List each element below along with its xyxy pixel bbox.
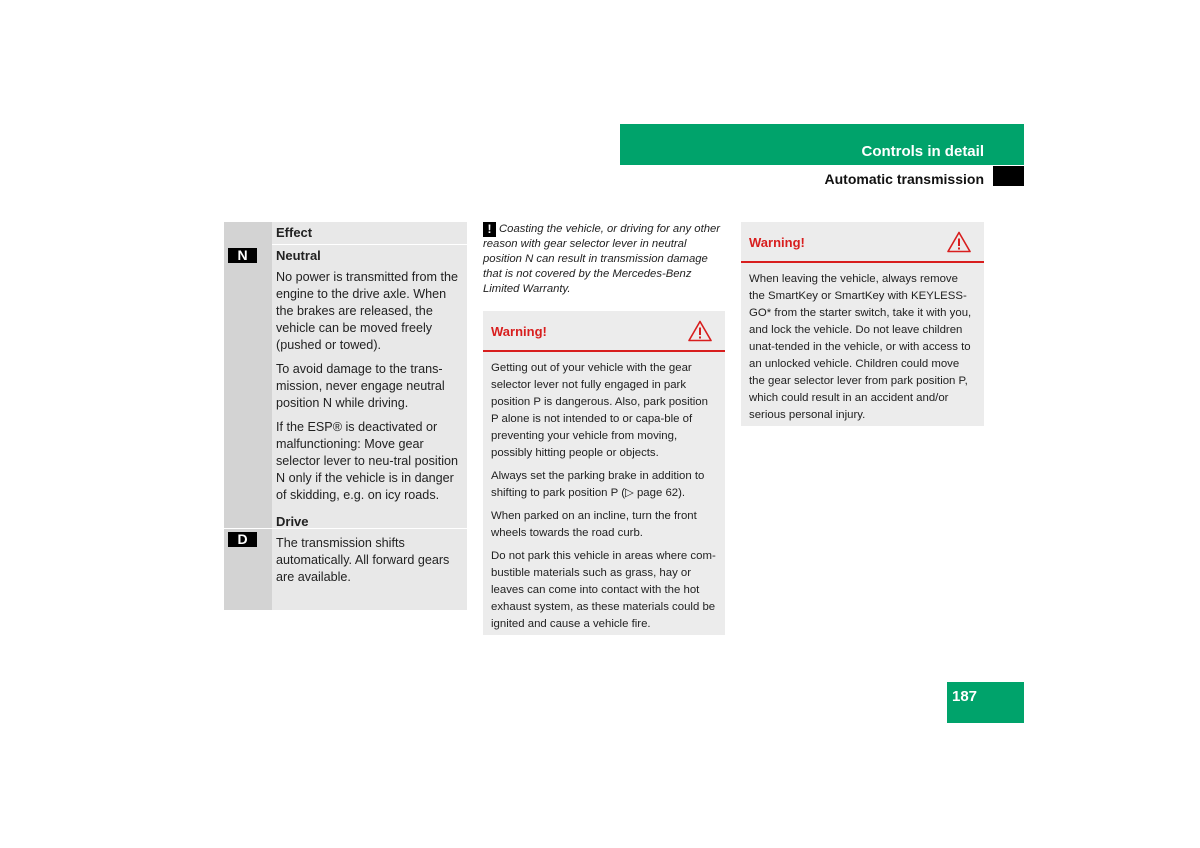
warning-box-smartkey xyxy=(741,222,984,426)
section-title: Controls in detail xyxy=(861,143,984,160)
neutral-title: Neutral xyxy=(276,248,321,263)
gear-key-column xyxy=(224,222,272,610)
section-header-bar xyxy=(620,124,1024,165)
note-text: Coasting the vehicle, or driving for any other reason with gear selector lever in neutral position N can result in transmission damage that is not covered by the Mercedes-Benz Limited Warranty. xyxy=(483,223,721,295)
notice-icon: ! xyxy=(483,222,496,237)
neutral-paragraph: To avoid damage to the trans-mission, never engage neutral position N while driving. xyxy=(276,362,445,410)
warning-title: Warning! xyxy=(749,235,805,250)
effect-header: Effect xyxy=(272,222,467,245)
subsection-title: Automatic transmission xyxy=(824,171,984,187)
neutral-paragraph: If the ESP® is deactivated or malfunctioning: Move gear selector lever to neu-tral position N only if the vehicle is in danger of skidding, e.g. on icy roads. xyxy=(276,420,459,502)
warning-triangle-icon xyxy=(947,231,971,253)
warning-paragraph: Getting out of your vehicle with the gear selector lever not fully engaged in park position P is dangerous. Also, park position P alone is not intended to or capa-ble of preventing your vehicle from moving, possibly hitting people or objects. xyxy=(491,362,708,459)
transmission-note xyxy=(483,222,727,297)
gear-effect-table xyxy=(224,222,467,610)
gear-key-d: D xyxy=(228,532,257,547)
warning-box-park xyxy=(483,311,725,635)
warning-paragraph: When leaving the vehicle, always remove the SmartKey or SmartKey with KEYLESS-GO* from the starter switch, take it with you, and lock the vehicle. Do not leave children unat-tended in the vehicle, or with access to an unlocked vehicle. Children could move the gear selector lever from park position P, which could result in an accident and/or serious personal injury. xyxy=(749,273,972,421)
warning-triangle-icon xyxy=(688,320,712,342)
warning-header xyxy=(483,311,725,352)
neutral-paragraph: No power is transmitted from the engine to the drive axle. When the brakes are released, the vehicle can be moved freely (pushed or towed). xyxy=(276,270,458,352)
gear-key-n: N xyxy=(228,248,257,263)
warning-header xyxy=(741,222,984,263)
warning-paragraph: Always set the parking brake in addition to shifting to park position P (▷ page 62). xyxy=(491,470,705,499)
page-number-box xyxy=(947,682,1024,723)
drive-title: Drive xyxy=(276,514,309,529)
page-number: 187 xyxy=(952,688,978,705)
warning-title: Warning! xyxy=(491,324,547,339)
warning-body xyxy=(483,352,725,645)
warning-paragraph: Do not park this vehicle in areas where com-bustible materials such as grass, hay or leaves can come into contact with the hot exhaust system, as these materials could be ignited and cause a vehicle fire. xyxy=(491,550,716,630)
subsection-marker xyxy=(993,166,1024,186)
warning-paragraph: When parked on an incline, turn the front wheels towards the road curb. xyxy=(491,510,697,539)
warning-body xyxy=(741,263,984,436)
subsection-header xyxy=(620,166,1024,186)
drive-paragraph: The transmission shifts automatically. All forward gears are available. xyxy=(276,536,450,584)
effect-column xyxy=(272,222,467,593)
